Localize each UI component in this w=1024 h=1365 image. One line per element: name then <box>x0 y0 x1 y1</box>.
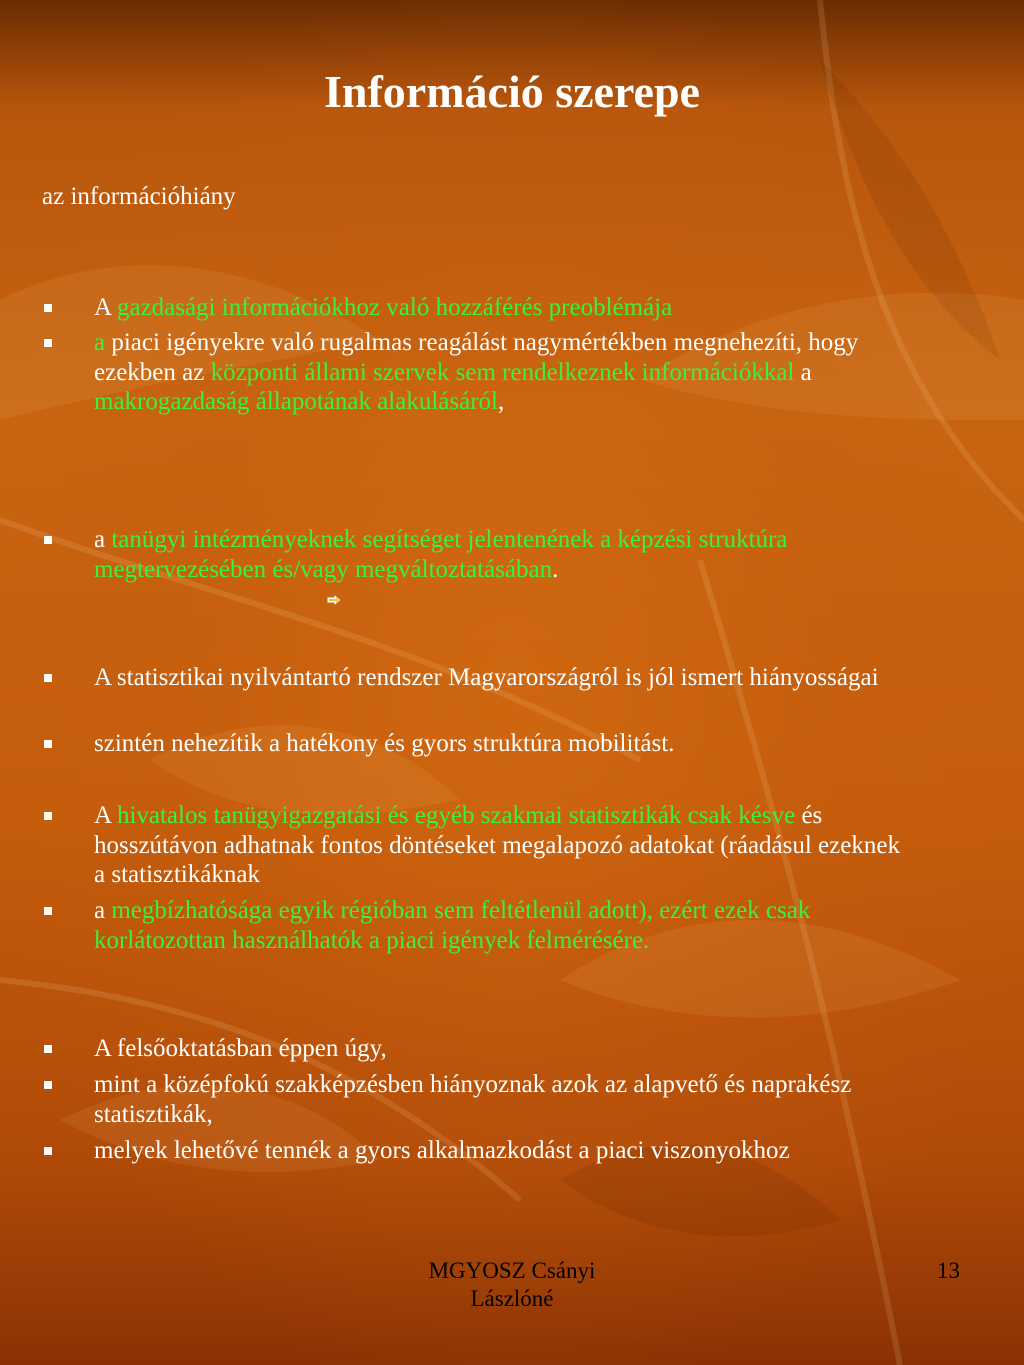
footer-author: MGYOSZ Csányi Lászlóné <box>428 1258 596 1311</box>
bullet-item <box>44 896 914 955</box>
bullet-text: A felsőoktatásban éppen úgy, <box>94 1035 387 1062</box>
bullet-text: mint a középfokú szakképzésben hiányoznak azok az alapvető és naprakész statisztikák, <box>94 1071 852 1128</box>
square-bullet-icon <box>44 740 52 748</box>
bullet-item <box>44 1034 914 1064</box>
square-bullet-icon <box>44 1081 52 1089</box>
bullet-text: A gazdasági információkhoz való hozzáférés preoblémája <box>94 294 673 321</box>
arrow-right-icon <box>326 592 342 608</box>
bullet-item <box>44 1136 914 1166</box>
square-bullet-icon <box>44 304 52 312</box>
bullet-text: melyek lehetővé tennék a gyors alkalmazkodást a piaci viszonyokhoz <box>94 1137 790 1164</box>
slide-subtitle: az információhiány <box>42 183 236 210</box>
bullet-item <box>44 525 914 584</box>
bullet-item <box>44 328 914 417</box>
bullet-item <box>44 729 914 759</box>
bullet-item <box>44 293 914 323</box>
bullet-item <box>44 1070 914 1129</box>
bullet-text: szintén nehezítik a hatékony és gyors struktúra mobilitást. <box>94 730 675 757</box>
page-number: 13 <box>937 1258 960 1283</box>
square-bullet-icon <box>44 674 52 682</box>
square-bullet-icon <box>44 812 52 820</box>
square-bullet-icon <box>44 907 52 915</box>
slide-title: Információ szerepe <box>324 66 700 117</box>
bullet-text: a megbízhatósága egyik régióban sem feltétlenül adott), ezért ezek csak korlátozottan használhatók a piaci igények felmérésére. <box>94 897 811 954</box>
bullet-item <box>44 801 914 890</box>
square-bullet-icon <box>44 1147 52 1155</box>
bullet-text: a piaci igényekre való rugalmas reagálást nagymértékben megnehezíti, hogy ezekben az központi állami szervek sem rendelkeznek információkkal a makrogazdaság állapotának alakulásáról, <box>94 329 859 415</box>
bullet-text: A hivatalos tanügyigazgatási és egyéb szakmai statisztikák csak késve és hosszútávon adhatnak fontos döntéseket megalapozó adatokat (ráadásul ezeknek a statisztikáknak <box>94 802 900 888</box>
bullet-text: a tanügyi intézményeknek segítséget jelentenének a képzési struktúra megtervezésében és/vagy megváltoztatásában. <box>94 526 788 583</box>
square-bullet-icon <box>44 1045 52 1053</box>
bullet-text: A statisztikai nyilvántartó rendszer Magyarországról is jól ismert hiányosságai <box>94 664 879 691</box>
square-bullet-icon <box>44 536 52 544</box>
bullet-item <box>44 663 914 693</box>
square-bullet-icon <box>44 339 52 347</box>
